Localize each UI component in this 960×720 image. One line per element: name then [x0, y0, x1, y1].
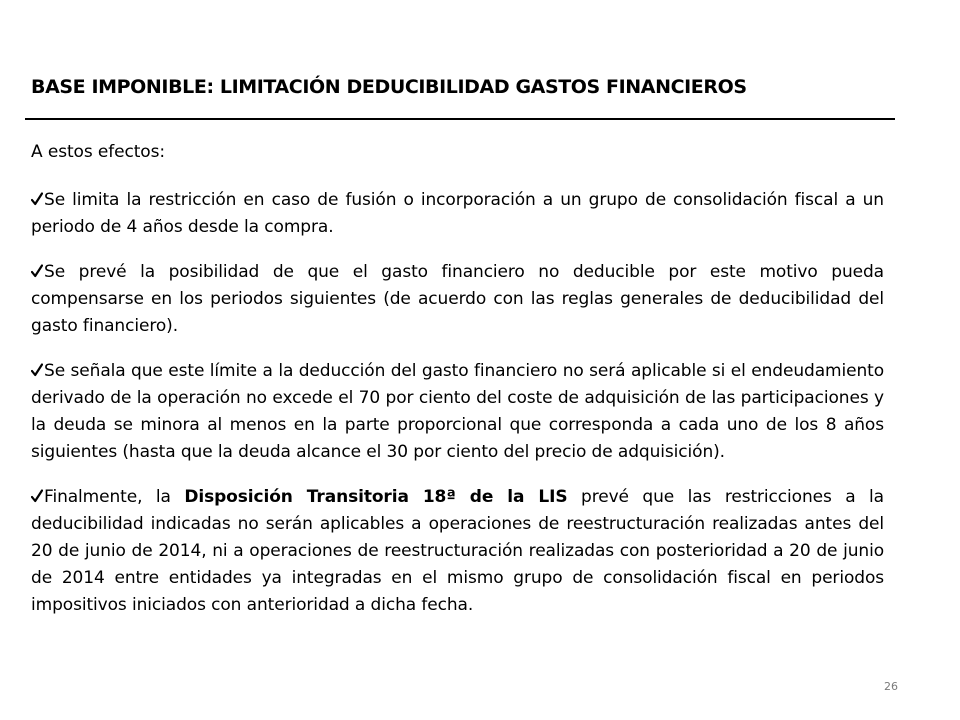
intro-text: A estos efectos:: [31, 142, 165, 162]
bullet-item-3: [31, 358, 884, 466]
bullet-prefix: Finalmente, la: [44, 487, 185, 507]
check-mark-icon: [31, 489, 43, 503]
bullet-item-2: [31, 259, 884, 340]
body-text: [31, 139, 884, 619]
title-divider: [25, 118, 895, 120]
check-mark-icon: [31, 264, 43, 278]
slide-title: BASE IMPONIBLE: LIMITACIÓN DEDUCIBILIDAD GASTOS FINANCIEROS: [31, 76, 747, 98]
bullet-item-4: [31, 484, 884, 619]
check-mark-icon: [31, 363, 43, 377]
page-number: 26: [884, 680, 898, 693]
bullet-item-1: [31, 187, 884, 241]
legal-reference: Disposición Transitoria 18ª de la LIS: [184, 487, 568, 507]
check-mark-icon: [31, 192, 43, 206]
bullet-text: Se prevé la posibilidad de que el gasto financiero no deducible por este motivo pueda compensarse en los periodos siguientes (de acuerdo con las reglas generales de deducibilidad del gasto financiero).: [31, 262, 884, 336]
bullet-text: Se señala que este límite a la deducción del gasto financiero no será aplicable si el endeudamiento derivado de la operación no excede el 70 por ciento del coste de adquisición de las participaciones y la deuda se minora al menos en la parte proporcional que corresponda a cada uno de los 8 años siguientes (hasta que la deuda alcance el 30 por ciento del precio de adquisición).: [31, 361, 884, 462]
bullet-text: prevé que las restricciones a la deducibilidad indicadas no serán aplicables a operaciones de reestructuración realizadas antes del 20 de junio de 2014, ni a operaciones de reestructuración realizadas con posterioridad a 20 de junio de 2014 entre entidades ya integradas en el mismo grupo de consolidación fiscal en periodos impositivos iniciados con anterioridad a dicha fecha.: [31, 487, 884, 615]
bullet-text: Se limita la restricción en caso de fusión o incorporación a un grupo de consolidación fiscal a un periodo de 4 años desde la compra.: [31, 190, 884, 237]
